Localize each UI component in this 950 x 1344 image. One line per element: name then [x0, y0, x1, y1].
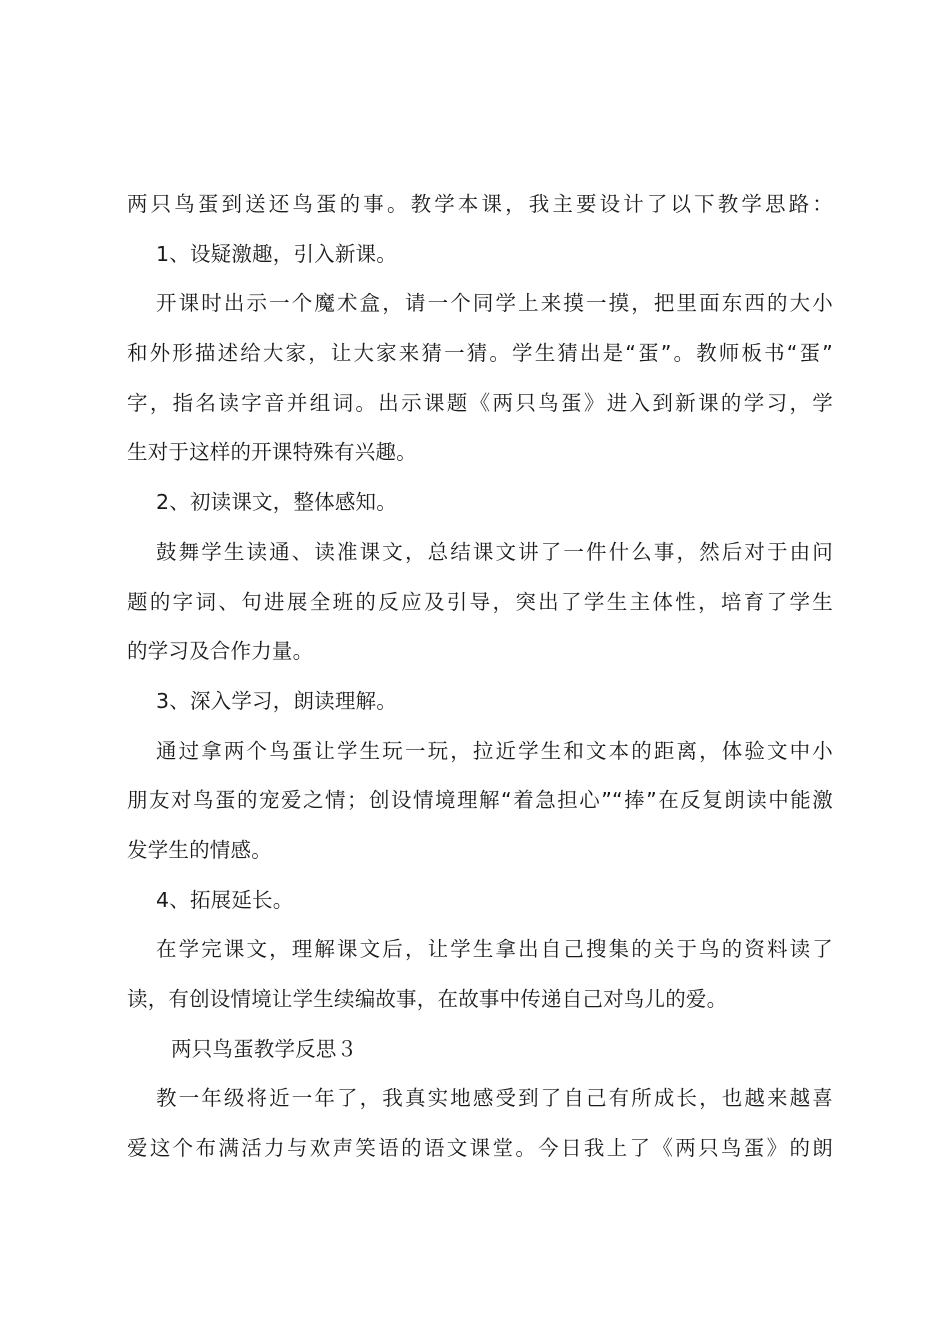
paragraph-line: 教一年级将近一年了，我真实地感受到了自己有所成长，也越来越喜	[156, 1086, 833, 1111]
paragraph-line: 爱这个布满活力与欢声笑语的语文课堂。今日我上了《两只鸟蛋》的朗	[127, 1136, 833, 1161]
paragraph-line: 读，有创设情境让学生续编故事，在故事中传递自己对鸟儿的爱。	[127, 987, 728, 1011]
paragraph-line: 发学生的情感。	[127, 837, 272, 862]
paragraph-line: 两只鸟蛋到送还鸟蛋的事。教学本课，我主要设计了以下教学思路：	[127, 192, 833, 216]
paragraph-line: 的学习及合作力量。	[127, 639, 314, 664]
paragraph-line: 字，指名读字音并组词。出示课题《两只鸟蛋》进入到新课的学习，学	[127, 390, 833, 415]
paragraph-line: 通过拿两个鸟蛋让学生玩一玩，拉近学生和文本的距离，体验文中小	[156, 738, 833, 763]
paragraph-line: 在学完课文，理解课文后，让学生拿出自己搜集的关于鸟的资料读了	[156, 937, 833, 962]
document-section-title: 两只鸟蛋教学反思３	[171, 1036, 358, 1061]
section-heading: 3、深入学习，朗读理解。	[156, 688, 397, 713]
paragraph-line: 生对于这样的开课特殊有兴趣。	[127, 440, 417, 465]
section-heading: 4、拓展延长。	[156, 887, 294, 912]
paragraph-line: 朋友对鸟蛋的宠爱之情；创设情境理解“着急担心”“捧”在反复朗读中能激	[127, 788, 833, 813]
section-heading: 1、设疑激趣，引入新课。	[156, 241, 397, 266]
paragraph-line: 和外形描述给大家，让大家来猜一猜。学生猜出是“蛋”。教师板书“蛋”	[127, 341, 833, 366]
paragraph-line: 鼓舞学生读通、读准课文，总结课文讲了一件什么事，然后对于由问	[156, 539, 833, 564]
section-heading: 2、初读课文，整体感知。	[156, 490, 397, 515]
document-body	[127, 180, 833, 1174]
paragraph-line: 开课时出示一个魔术盒，请一个同学上来摸一摸，把里面东西的大小	[156, 291, 833, 316]
paragraph-line: 题的字词、句进展全班的反应及引导，突出了学生主体性，培育了学生	[127, 589, 833, 614]
